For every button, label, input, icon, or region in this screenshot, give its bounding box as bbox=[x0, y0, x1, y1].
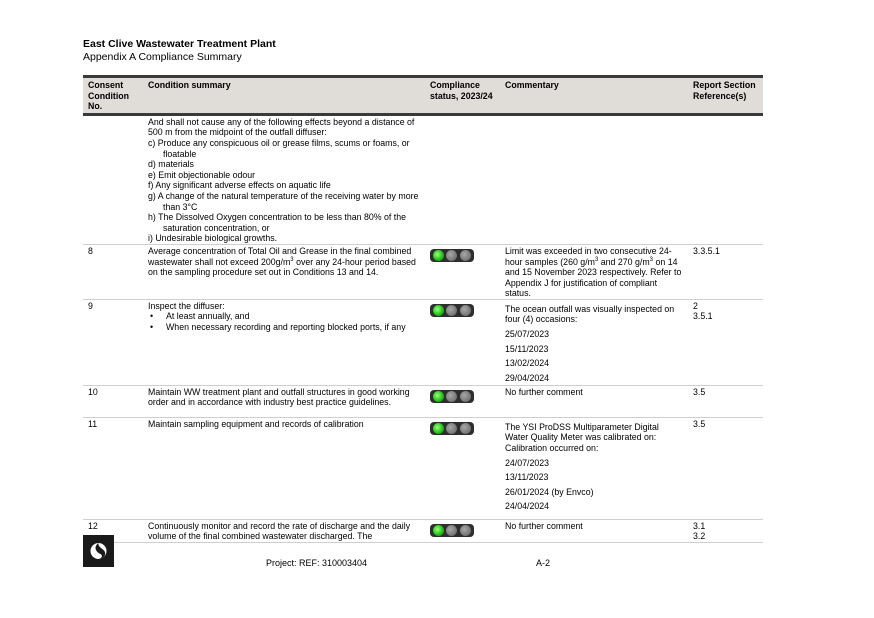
commentary-date: 24/07/2023 bbox=[505, 457, 550, 468]
compliance-table bbox=[83, 75, 763, 543]
reference-cell: 3.5 bbox=[688, 385, 763, 417]
list-item: f) Any significant adverse effects on aquatic life bbox=[148, 180, 331, 191]
column-header-summary: Condition summary bbox=[143, 77, 425, 115]
table-row bbox=[83, 385, 763, 417]
table-row bbox=[83, 519, 763, 542]
traffic-light-indicator bbox=[430, 524, 474, 537]
green-light-icon bbox=[433, 391, 444, 402]
commentary-date: 26/01/2024 (by Envco) bbox=[505, 486, 594, 497]
reference-line: 2 bbox=[693, 300, 698, 311]
summary-cell: Average concentration of Total Oil and Grease in the final combined wastewater shall not exceed $200g/m^3$ over any 24-hour period based on the sampling procedure set out in Conditions 13 and 14. bbox=[143, 244, 425, 299]
summary-intro: Inspect the diffuser: bbox=[148, 300, 225, 311]
traffic-light-indicator bbox=[430, 249, 474, 262]
reference-line: 3.5.1 bbox=[693, 311, 713, 322]
status-cell bbox=[425, 244, 500, 299]
list-item: g) A change of the natural temperature of the receiving water by more than 3°C bbox=[148, 190, 419, 212]
commentary-cell: No further comment bbox=[500, 385, 688, 417]
reference-cell: 3.3.5.1 bbox=[688, 244, 763, 299]
condition-no-cell: 11 bbox=[83, 417, 143, 519]
red-light-icon bbox=[460, 423, 471, 434]
green-light-icon bbox=[433, 525, 444, 536]
commentary-cell: No further comment bbox=[500, 519, 688, 542]
amber-light-icon bbox=[446, 525, 457, 536]
summary-cell: Continuously monitor and record the rate of discharge and the daily volume of the final combined wastewater discharged. The bbox=[143, 519, 425, 542]
amber-light-icon bbox=[446, 391, 457, 402]
summary-cell bbox=[143, 299, 425, 385]
summary-cell: Maintain WW treatment plant and outfall structures in good working order and in accordance with industry best practice guidelines. bbox=[143, 385, 425, 417]
list-item: c) Produce any conspicuous oil or grease films, scums or foams, or floatable bbox=[148, 137, 410, 159]
reference-cell bbox=[688, 519, 763, 542]
commentary-date: 29/04/2024 bbox=[505, 372, 550, 383]
commentary-date: 15/11/2023 bbox=[505, 343, 549, 354]
red-light-icon bbox=[460, 250, 471, 261]
reference-cell bbox=[688, 299, 763, 385]
status-cell bbox=[425, 299, 500, 385]
effects-list bbox=[148, 138, 420, 244]
footer-project-ref: Project: REF: 310003404 bbox=[266, 558, 368, 568]
commentary-cell bbox=[500, 417, 688, 519]
traffic-light-indicator bbox=[430, 304, 474, 317]
status-cell bbox=[425, 417, 500, 519]
document-title: East Clive Wastewater Treatment Plant bbox=[83, 38, 276, 50]
table-header-row bbox=[83, 77, 763, 115]
status-cell bbox=[425, 385, 500, 417]
condition-no-cell: 12 bbox=[83, 519, 143, 542]
summary-cell: Maintain sampling equipment and records of calibration bbox=[143, 417, 425, 519]
traffic-light-indicator bbox=[430, 390, 474, 403]
status-cell bbox=[425, 519, 500, 542]
commentary-cell bbox=[500, 114, 688, 244]
commentary-line: The ocean outfall was visually inspected on four (4) occasions: bbox=[505, 303, 675, 325]
commentary-cell bbox=[500, 299, 688, 385]
traffic-light-indicator bbox=[430, 422, 474, 435]
column-header-status: Compliance status, 2023/24 bbox=[425, 77, 500, 115]
amber-light-icon bbox=[446, 250, 457, 261]
commentary-date: 24/04/2024 bbox=[505, 501, 550, 512]
commentary-date: 13/02/2024 bbox=[505, 358, 550, 369]
commentary-cell: Limit was exceeded in two consecutive 24-hour samples (260 $g/m^3$ and 270 $g/m^3$ on 14 and 15 November 2023 respectively. Refer to Appendix J for justification of compliant status. bbox=[500, 244, 688, 299]
commentary-line: The YSI ProDSS Multiparameter Digital Water Quality Meter was calibrated on: Calibration occurred on: bbox=[505, 421, 659, 454]
reference-cell bbox=[688, 114, 763, 244]
red-light-icon bbox=[460, 525, 471, 536]
summary-intro: And shall not cause any of the following effects beyond a distance of 500 m from the midpoint of the outfall diffuser: bbox=[148, 116, 415, 138]
green-light-icon bbox=[433, 250, 444, 261]
condition-no-cell: 9 bbox=[83, 299, 143, 385]
list-item: • When necessary recording and reporting blocked ports, if any bbox=[166, 322, 420, 333]
red-light-icon bbox=[460, 305, 471, 316]
reference-line: 3.1 bbox=[693, 520, 706, 531]
list-item: e) Emit objectionable odour bbox=[148, 169, 256, 180]
company-logo-icon bbox=[83, 535, 114, 567]
list-item: h) The Dissolved Oxygen concentration to be less than 80% of the saturation concentration, or bbox=[148, 212, 407, 233]
bullet-list bbox=[148, 311, 420, 332]
amber-light-icon bbox=[446, 423, 457, 434]
red-light-icon bbox=[460, 391, 471, 402]
condition-no-cell: 10 bbox=[83, 385, 143, 417]
amber-light-icon bbox=[446, 305, 457, 316]
status-cell bbox=[425, 114, 500, 244]
column-header-commentary: Commentary bbox=[500, 77, 688, 115]
column-header-condition-no: Consent Condition No. bbox=[83, 77, 143, 115]
table-row bbox=[83, 244, 763, 299]
reference-line: 3.2 bbox=[693, 531, 706, 542]
document-subtitle: Appendix A Compliance Summary bbox=[83, 51, 242, 63]
condition-no-cell bbox=[83, 114, 143, 244]
list-item: d) materials bbox=[148, 159, 194, 170]
commentary-date: 13/11/2023 bbox=[505, 472, 549, 483]
column-header-reference: Report Section Reference(s) bbox=[688, 77, 763, 115]
table-row bbox=[83, 299, 763, 385]
list-item: • At least annually, and bbox=[166, 311, 420, 322]
table-row bbox=[83, 417, 763, 519]
condition-no-cell: 8 bbox=[83, 244, 143, 299]
list-item: i) Undesirable biological growths. bbox=[148, 233, 278, 244]
reference-cell: 3.5 bbox=[688, 417, 763, 519]
green-light-icon bbox=[433, 305, 444, 316]
summary-cell bbox=[143, 114, 425, 244]
table-row bbox=[83, 114, 763, 244]
footer-page-number: A-2 bbox=[536, 558, 551, 568]
commentary-date: 25/07/2023 bbox=[505, 329, 550, 340]
green-light-icon bbox=[433, 423, 444, 434]
